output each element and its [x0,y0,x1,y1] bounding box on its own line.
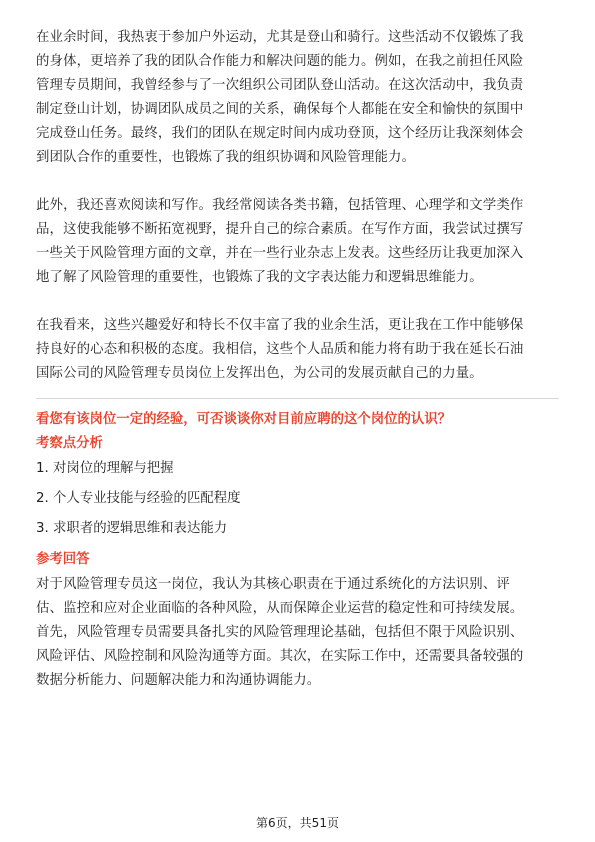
analysis-point: 2. 个人专业技能与经验的匹配程度 [36,491,241,506]
page-content [36,26,559,693]
page-footer [0,815,595,831]
analysis-point: 3. 求职者的逻辑思维和表达能力 [36,521,228,536]
analysis-heading: 考察点分析 [36,436,103,451]
intro-paragraph-conclusion: 在我看来，这些兴趣爱好和特长不仅丰富了我的业余生活，更让我在工作中能够保 持良好的心态和积极的态度。我相信，这些个人品质和能力将有助于我在延长石油 国际公司的风险管理专员岗位上发挥出色，为公司的发展贡献自己的力量。 [36,318,524,381]
paragraph-gap [36,170,559,194]
interview-question: 看您有该岗位一定的经验，可否谈谈你对目前应聘的这个岗位的认识？ [36,412,452,427]
answer-heading: 参考回答 [36,552,90,567]
page-number-label: 第6页，共51页 [256,816,339,830]
paragraph-gap [36,290,559,314]
answer-text: 对于风险管理专员这一岗位，我认为其核心职责在于通过系统化的方法识别、评 估、监控和应对企业面临的各种风险，从而保障企业运营的稳定性和可持续发展。 首先，风险管理专员需要具备扎实的风险管理理论基础，包括但不限于风险识别、 风险评估、风险控制和风险沟通等方面。其次，在实际工作中，还需要具备较强的 数据分析能力、问题解决能力和沟通协调能力。 [36,577,524,688]
intro-paragraph-outdoor: 在业余时间，我热衷于参加户外运动，尤其是登山和骑行。这些活动不仅锻炼了我 的身体，更培养了我的团队合作能力和解决问题的能力。例如，在我之前担任风险 管理专员期间，我曾经参与了一次组织公司团队登山活动。在这次活动中，我负责 制定登山计划，协调团队成员之间的关系，确保每个人都能在安全和愉快的氛围中 完成登山任务。最终，我们的团队在规定时间内成功登顶，这个经历让我深刻体会 到团队合作的重要性，也锻炼了我的组织协调和风险管理能力。 [36,30,524,165]
intro-paragraph-reading: 此外，我还喜欢阅读和写作。我经常阅读各类书籍，包括管理、心理学和文学类作 品，这使我能够不断拓宽视野，提升自己的综合素质。在写作方面，我尝试过撰写 一些关于风险管理方面的文章，并在一些行业杂志上发表。这些经历让我更加深入 地了解了风险管理的重要性，也锻炼了我的文字表达能力和逻辑思维能力。 [36,198,524,285]
section-divider [36,398,559,399]
analysis-points-list [36,459,559,539]
analysis-point: 1. 对岗位的理解与把握 [36,461,174,476]
